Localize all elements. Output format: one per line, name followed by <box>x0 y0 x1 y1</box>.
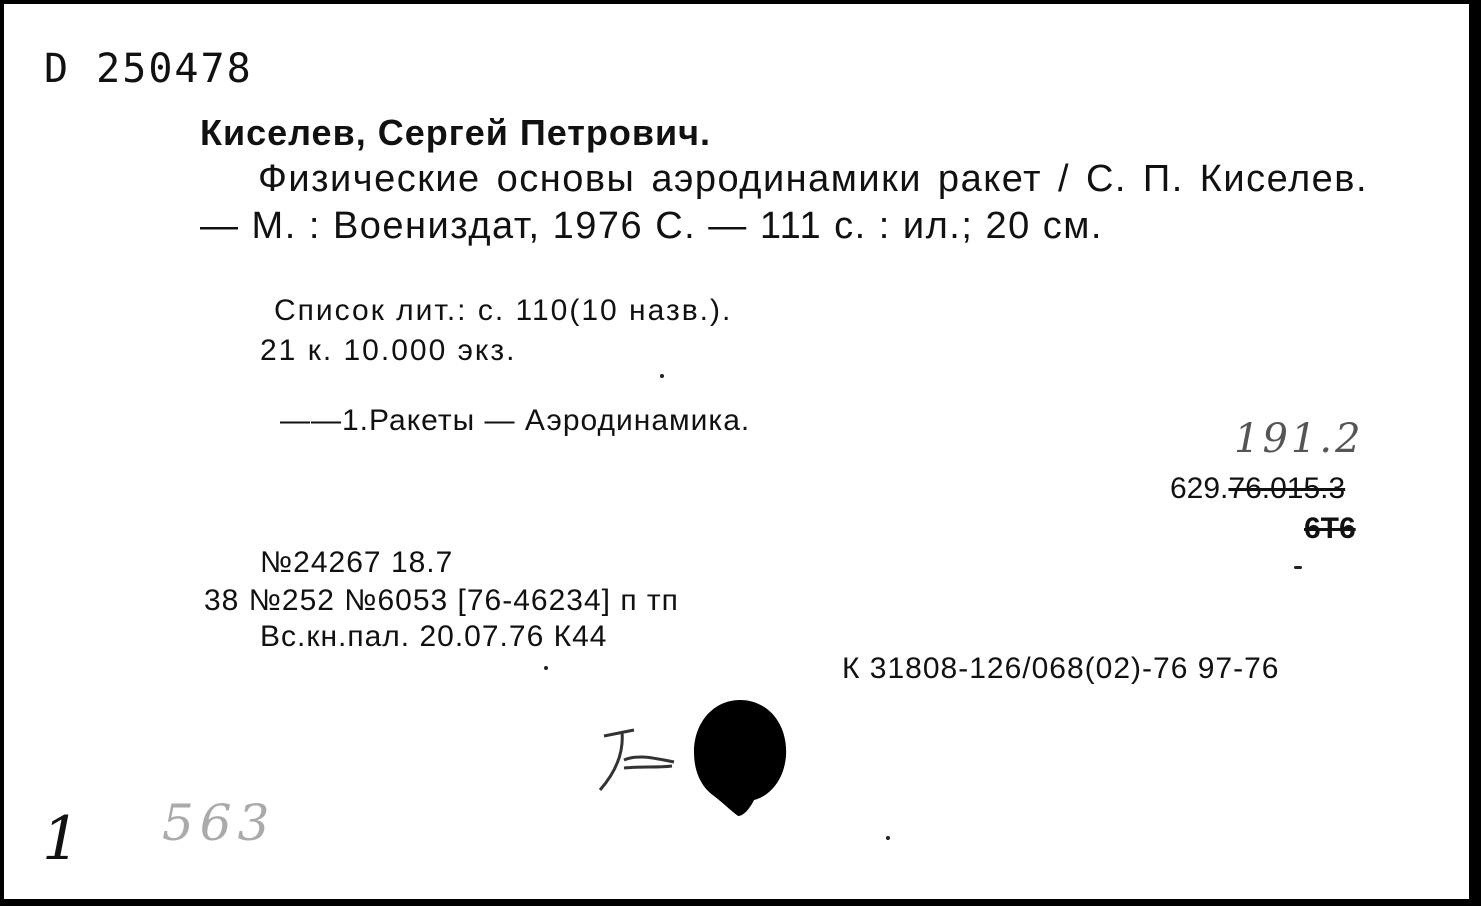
title-statement: Физические основы аэродинамики ракет / С. П. Киселев. — М. : Воениздат, 1976 С. — 111 с. : ил.; 20 см. <box>200 158 1368 247</box>
registration-line-2: 38 №252 №6053 [76-46234] п тп <box>204 584 679 617</box>
handwritten-mark-right: 563 <box>162 794 276 852</box>
handwritten-classification: 191.2 <box>1234 416 1364 462</box>
registration-line-3: Вс.кн.пал. 20.07.76 К44 <box>260 620 608 653</box>
udc-struck: 76.015.3 <box>1228 472 1346 505</box>
price-circulation: 21 к. 10.000 экз. <box>260 334 517 367</box>
catalog-card <box>4 4 1477 899</box>
udc-prefix: 629. <box>1170 472 1229 505</box>
udc-struck-2: 6Т6 <box>1304 512 1356 545</box>
speck <box>544 666 548 670</box>
card-number: D 250478 <box>44 46 253 92</box>
speck <box>1294 566 1302 569</box>
registration-line-1: №24267 18.7 <box>260 546 454 579</box>
author-heading: Киселев, Сергей Петрович. <box>200 112 712 153</box>
subject-heading: ——1.Ракеты — Аэродинамика. <box>280 404 751 437</box>
speck <box>660 374 664 378</box>
bibliography-note: Список лит.: с. 110(10 назв.). <box>274 294 733 327</box>
ink-blot-stamp-icon <box>692 698 788 818</box>
handwritten-mark-left: 1 <box>42 804 81 874</box>
signature-scribble-icon <box>594 724 684 794</box>
udc-code <box>1170 472 1345 506</box>
speck <box>886 836 890 840</box>
k-code: К 31808-126/068(02)-76 97-76 <box>842 652 1280 685</box>
